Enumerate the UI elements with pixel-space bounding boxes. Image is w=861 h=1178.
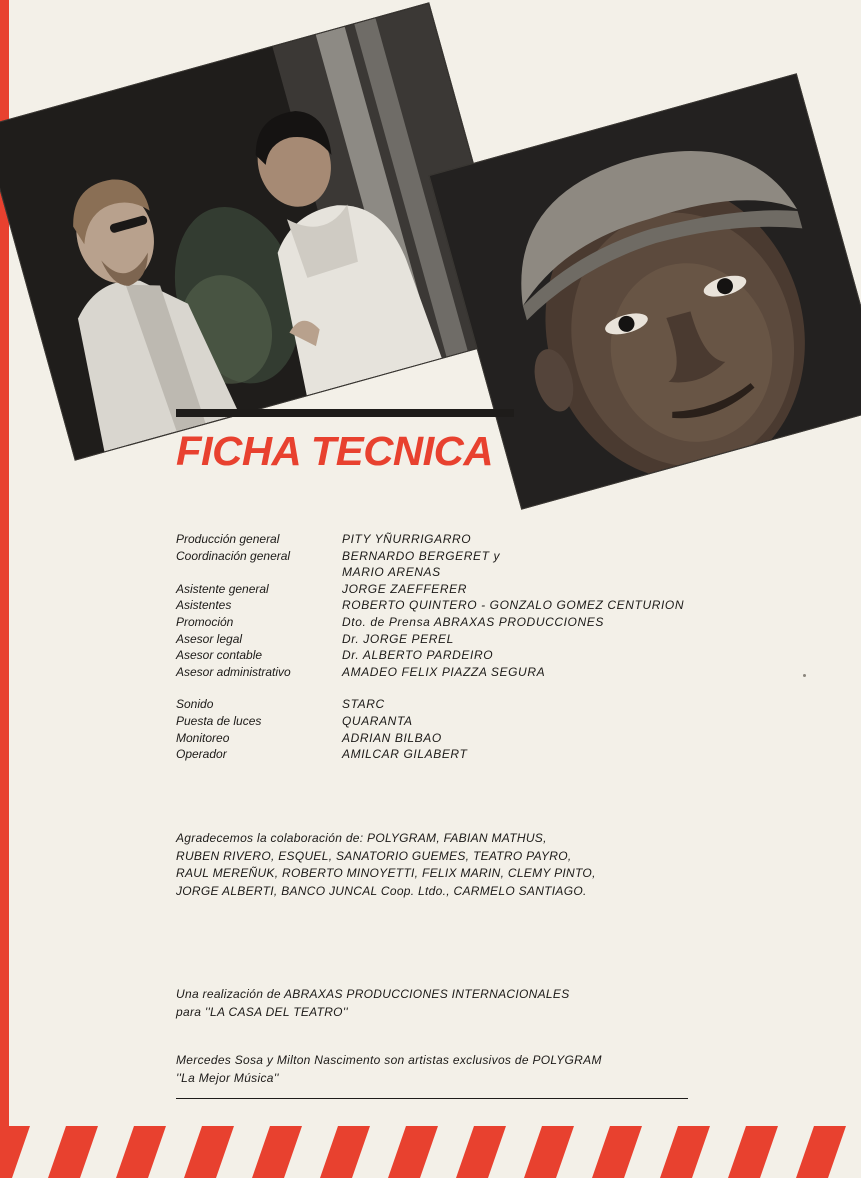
credit-row: [176, 565, 816, 582]
credit-role: Producción general: [176, 532, 280, 546]
red-stripe: [252, 1126, 302, 1178]
credit-name: QUARANTA: [342, 713, 413, 728]
credit-name: JORGE ZAEFFERER: [342, 581, 468, 596]
credit-role: Puesta de luces: [176, 713, 262, 728]
red-stripe: [592, 1126, 642, 1178]
thanks-line: JORGE ALBERTI, BANCO JUNCAL Coop. Ltdo., CARMELO SANTIAGO.: [176, 883, 587, 898]
paper-speck: [803, 674, 806, 677]
red-stripe: [524, 1126, 574, 1178]
realizacion-line: para ''LA CASA DEL TEATRO'': [176, 1004, 348, 1019]
bottom-rule: [176, 1098, 688, 1099]
artists-paragraph: [176, 1052, 602, 1087]
portrait-photo-graphic: [430, 74, 861, 508]
credit-row: [176, 714, 816, 731]
credit-row: [176, 532, 816, 549]
greeting-photo-graphic: [0, 4, 521, 460]
credit-role: Asesor contable: [176, 648, 263, 663]
credit-role: Operador: [176, 747, 227, 762]
credit-name: Dr. JORGE PEREL: [342, 631, 454, 646]
red-stripe: [0, 1126, 30, 1178]
page-title: FICHA TECNICA: [176, 428, 494, 474]
title-rule: [176, 409, 514, 417]
credit-name: ADRIAN BILBAO: [342, 730, 442, 745]
credit-name: Dr. ALBERTO PARDEIRO: [342, 648, 494, 663]
red-stripe: [388, 1126, 438, 1178]
red-stripe: [796, 1126, 846, 1178]
credit-row: [176, 747, 816, 764]
credit-role: Asistentes: [176, 598, 232, 613]
thanks-line: RAUL MEREÑUK, ROBERTO MINOYETTI, FELIX MARIN, CLEMY PINTO,: [176, 866, 596, 880]
credit-row: [176, 697, 816, 714]
credit-row: [176, 549, 816, 566]
credit-row: [176, 632, 816, 649]
credit-role: Coordinación general: [176, 548, 291, 563]
credit-name: Dto. de Prensa ABRAXAS PRODUCCIONES: [342, 614, 604, 629]
red-stripe-border: [0, 1126, 861, 1178]
red-stripe: [456, 1126, 506, 1178]
credit-row: [176, 731, 816, 748]
credit-name: ROBERTO QUINTERO - GONZALO GOMEZ CENTURION: [342, 598, 685, 613]
credit-role: Asesor administrativo: [176, 664, 291, 679]
red-stripe: [48, 1126, 98, 1178]
red-stripe: [116, 1126, 166, 1178]
credit-row: [176, 615, 816, 632]
credit-name: MARIO ARENAS: [342, 565, 441, 580]
thanks-line: Agradecemos la colaboración de: POLYGRAM, FABIAN MATHUS,: [176, 831, 547, 845]
thanks-line: RUBEN RIVERO, ESQUEL, SANATORIO GUEMES, TEATRO PAYRO,: [176, 848, 572, 863]
credit-row: [176, 582, 816, 599]
red-stripe: [660, 1126, 710, 1178]
red-stripe: [184, 1126, 234, 1178]
red-stripe: [728, 1126, 778, 1178]
credit-role: Promoción: [176, 614, 234, 629]
credit-name: AMADEO FELIX PIAZZA SEGURA: [342, 664, 546, 679]
realizacion-paragraph: [176, 986, 570, 1021]
credit-row: [176, 648, 816, 665]
credit-name: BERNARDO BERGERET y: [342, 548, 501, 563]
credit-row: [176, 598, 816, 615]
photo-portrait-cap: [429, 73, 861, 509]
credit-name: STARC: [342, 697, 385, 712]
credit-role: Asesor legal: [176, 631, 243, 646]
credit-row: [176, 665, 816, 682]
credit-name: PITY YÑURRIGARRO: [342, 532, 472, 546]
credit-role: Monitoreo: [176, 730, 230, 745]
artists-line: ''La Mejor Música'': [176, 1070, 279, 1085]
artists-line: Mercedes Sosa y Milton Nascimento son artistas exclusivos de POLYGRAM: [176, 1053, 602, 1067]
credits-list: [176, 532, 816, 764]
credit-role: Asistente general: [176, 581, 269, 596]
thanks-paragraph: [176, 830, 596, 900]
credit-role: Sonido: [176, 697, 214, 712]
red-stripe: [320, 1126, 370, 1178]
credit-name: AMILCAR GILABERT: [342, 747, 468, 762]
realizacion-line: Una realización de ABRAXAS PRODUCCIONES INTERNACIONALES: [176, 987, 570, 1001]
